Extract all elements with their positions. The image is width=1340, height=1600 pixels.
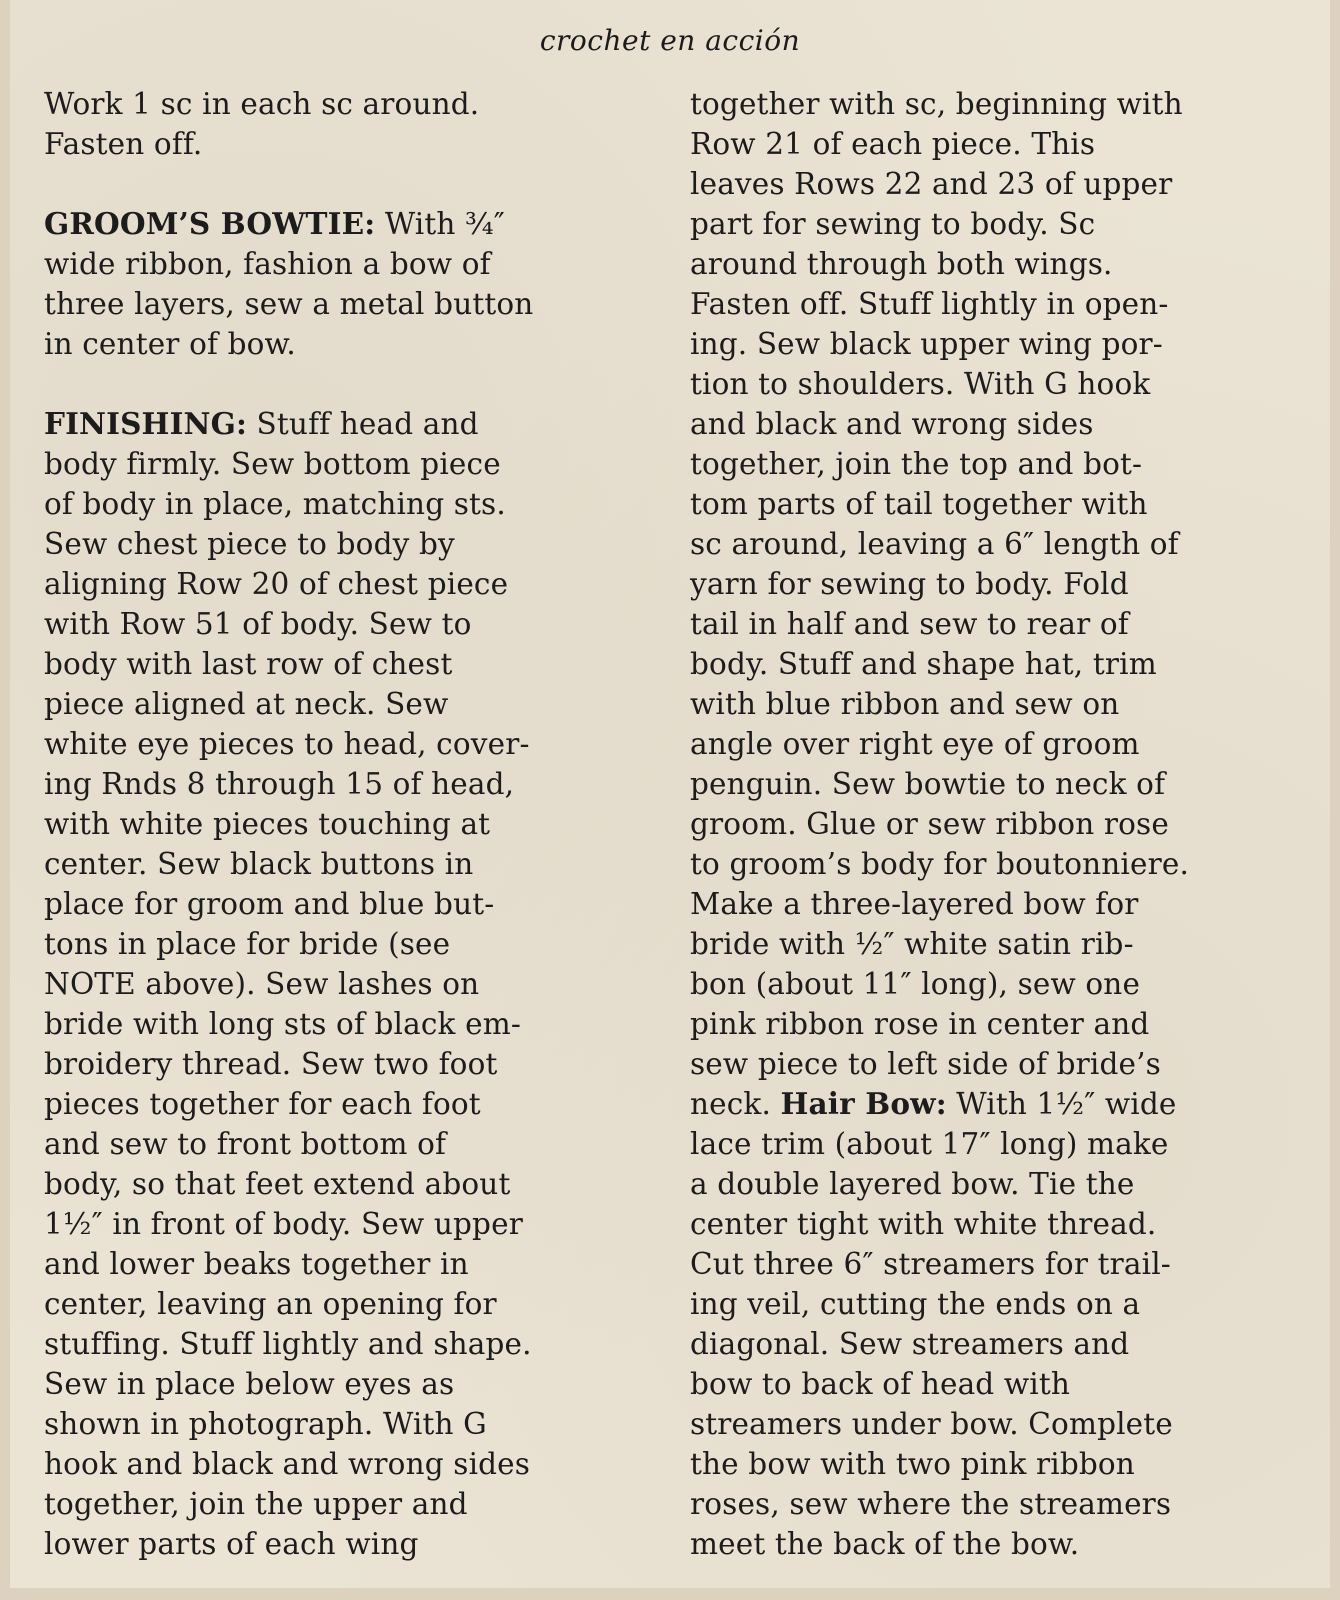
text-line: ing Rnds 8 through 15 of head, [44,767,515,801]
text-line: NOTE above). Sew lashes on [44,967,480,1001]
text-run: neck. [690,1087,781,1121]
text-line: leaves Rows 22 and 23 of upper [690,167,1173,201]
text-line: body firmly. Sew bottom piece [44,447,501,481]
text-line: pink ribbon rose in center and [690,1007,1150,1041]
text-line: angle over right eye of groom [690,727,1140,761]
paragraph-finishing [44,404,629,1564]
text-line: center tight with white thread. [690,1207,1157,1241]
text-line: Sew chest piece to body by [44,527,455,561]
text-line: and lower beaks together in [44,1247,469,1281]
paragraph-spacer [44,364,629,404]
text-line: tom parts of tail together with [690,487,1148,521]
text-run: With 1½″ wide [946,1087,1177,1121]
text-line: place for groom and blue but- [44,887,495,921]
text-line: roses, sew where the streamers [690,1487,1172,1521]
text-line: Sew in place below eyes as [44,1367,455,1401]
text-line: shown in photograph. With G [44,1407,487,1441]
text-line: in center of bow. [44,327,296,361]
text-line: bon (about 11″ long), sew one [690,967,1141,1001]
text-line: tail in half and sew to rear of [690,607,1129,641]
text-line: Make a three-layered bow for [690,887,1139,921]
page-edge-bottom [0,1588,1340,1600]
paragraph-work-sc [44,84,629,164]
text-line: with Row 51 of body. Sew to [44,607,472,641]
section-heading-grooms-bowtie: GROOM’S BOWTIE: [44,206,376,241]
text-line: stuffing. Stuff lightly and shape. [44,1327,532,1361]
text-line: groom. Glue or sew ribbon rose [690,807,1169,841]
text-run: With ¾″ [375,207,505,241]
text-line: together with sc, beginning with [690,87,1183,121]
text-line: wide ribbon, fashion a bow of [44,247,491,281]
text-line: sc around, leaving a 6″ length of [690,527,1179,561]
text-line: and black and wrong sides [690,407,1094,441]
text-line: aligning Row 20 of chest piece [44,567,509,601]
text-line [44,204,629,244]
text-line: hook and black and wrong sides [44,1447,531,1481]
text-line: a double layered bow. Tie the [690,1167,1135,1201]
section-heading-hair-bow: Hair Bow: [780,1086,947,1121]
text-line: body, so that feet extend about [44,1167,511,1201]
text-line: lower parts of each wing [44,1527,419,1561]
text-line: white eye pieces to head, cover- [44,727,530,761]
text-line: Work 1 sc in each sc around. [44,87,480,121]
text-line: bride with long sts of black em- [44,1007,521,1041]
text-line: broidery thread. Sew two foot [44,1047,498,1081]
text-line: center, leaving an opening for [44,1287,497,1321]
page-edge-right [1330,0,1340,1600]
text-line: tion to shoulders. With G hook [690,367,1151,401]
text-line: tons in place for bride (see [44,927,451,961]
text-line: Row 21 of each piece. This [690,127,1096,161]
text-line: streamers under bow. Complete [690,1407,1173,1441]
text-line: with blue ribbon and sew on [690,687,1120,721]
text-line: body with last row of chest [44,647,453,681]
text-line: part for sewing to body. Sc [690,207,1096,241]
text-line: yarn for sewing to body. Fold [690,567,1129,601]
text-line: of body in place, matching sts. [44,487,506,521]
paragraph-spacer [44,164,629,204]
text-line: the bow with two pink ribbon [690,1447,1135,1481]
finishing-lines [44,444,629,1564]
page-header: crochet en acción [539,24,801,57]
right-lines-a [690,84,1305,1084]
text-line: body. Stuff and shape hat, trim [690,647,1157,681]
text-line: bride with ½″ white satin rib- [690,927,1134,961]
text-line: Fasten off. [44,127,203,161]
right-lines-b [690,1124,1305,1564]
text-line: three layers, sew a metal button [44,287,534,321]
text-line: with white pieces touching at [44,807,491,841]
text-line: lace trim (about 17″ long) make [690,1127,1169,1161]
text-line: and sew to front bottom of [44,1127,447,1161]
text-line: bow to back of head with [690,1367,1071,1401]
text-line: Cut three 6″ streamers for trail- [690,1247,1171,1281]
left-column [44,84,629,1564]
text-line: 1½″ in front of body. Sew upper [44,1207,523,1241]
text-line: around through both wings. [690,247,1113,281]
text-line: piece aligned at neck. Sew [44,687,449,721]
text-line [44,404,629,444]
page-edge-left [0,0,10,1600]
paragraph-grooms-bowtie [44,204,629,364]
text-line: sew piece to left side of bride’s [690,1047,1161,1081]
section-heading-finishing: FINISHING: [44,406,248,441]
text-line: Fasten off. Stuff lightly in open- [690,287,1169,321]
text-line: together, join the top and bot- [690,447,1143,481]
text-run: Stuff head and [247,407,479,441]
right-column [690,84,1305,1564]
text-line: pieces together for each foot [44,1087,481,1121]
text-line [690,1084,1305,1124]
text-line: to groom’s body for boutonniere. [690,847,1189,881]
text-line: meet the back of the bow. [690,1527,1080,1561]
text-line: penguin. Sew bowtie to neck of [690,767,1166,801]
text-line: center. Sew black buttons in [44,847,474,881]
text-line: together, join the upper and [44,1487,468,1521]
text-line: ing. Sew black upper wing por- [690,327,1163,361]
text-line: ing veil, cutting the ends on a [690,1287,1141,1321]
text-line: diagonal. Sew streamers and [690,1327,1130,1361]
